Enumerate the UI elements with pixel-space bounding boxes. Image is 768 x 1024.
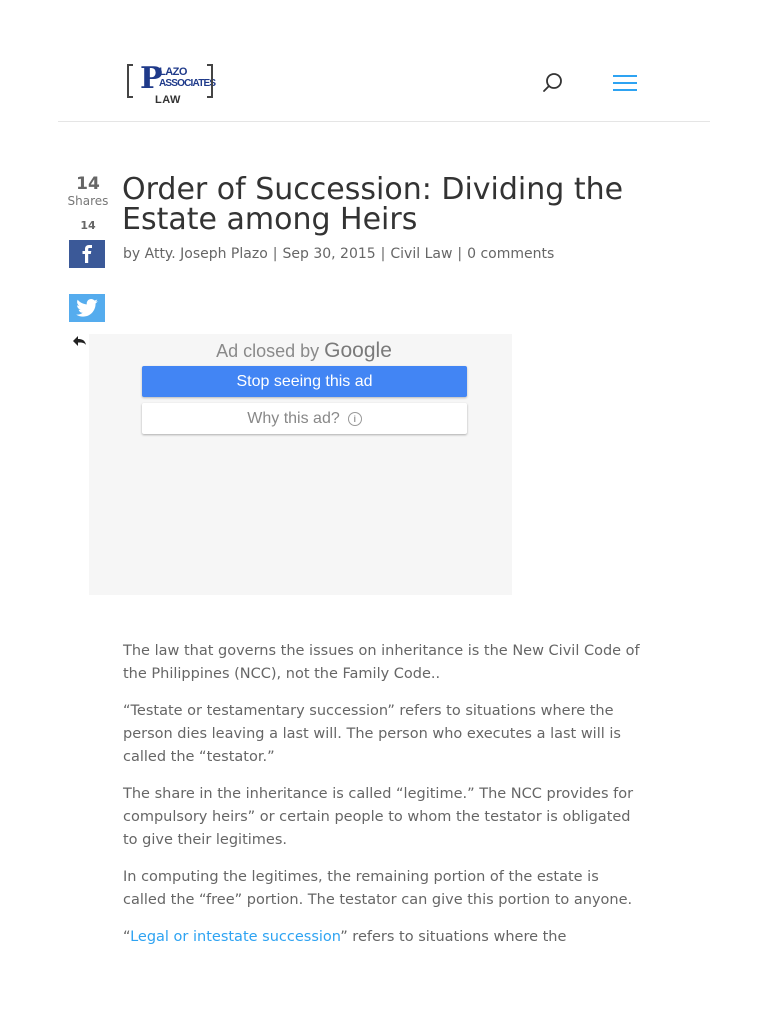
info-icon: i [348, 412, 362, 426]
logo-letter: P [140, 61, 163, 96]
closed-ad-panel [89, 334, 512, 595]
article-date: Sep 30, 2015 [282, 246, 376, 262]
hamburger-menu-icon [613, 82, 637, 84]
article-category-link[interactable]: Civil Law [390, 246, 453, 262]
ad-closed-text: Ad closed by [216, 341, 320, 361]
stop-seeing-ad-button[interactable]: Stop seeing this ad [142, 366, 467, 397]
twitter-icon [76, 299, 98, 317]
search-button[interactable] [540, 70, 566, 96]
hamburger-menu-icon [613, 75, 637, 77]
back-arrow-icon [72, 334, 88, 348]
paragraph-text: ” refers to situations where the [340, 929, 567, 945]
why-this-ad-button[interactable] [142, 403, 467, 434]
site-header [0, 0, 768, 122]
facebook-share-button[interactable] [69, 240, 105, 268]
collapse-share-button[interactable] [72, 333, 88, 347]
google-wordmark: Google [324, 339, 392, 362]
intestate-succession-link[interactable]: Legal or intestate succession [130, 929, 341, 945]
article-paragraph: The law that governs the issues on inheritance is the New Civil Code of the Philippines (NCC), not the Family Code.. [123, 643, 640, 682]
facebook-icon [81, 245, 93, 263]
logo-text-line1: LAZO [159, 66, 187, 78]
ad-closed-notice [89, 339, 519, 363]
share-count: 14 [76, 174, 100, 194]
why-this-ad-label: Why this ad? [247, 409, 340, 427]
share-counter [66, 174, 110, 208]
meta-separator: | [457, 246, 463, 262]
article-paragraph [123, 926, 643, 949]
header-divider [58, 121, 710, 122]
share-count-label: Shares [67, 194, 109, 208]
meta-separator: | [380, 246, 386, 262]
hamburger-menu-button[interactable] [612, 72, 640, 94]
article-paragraph: The share in the inheritance is called “legitime.” The NCC provides for compulsory heirs” or certain people to whom the testator is obligated to give their legitimes. [123, 786, 634, 848]
article-author[interactable]: by Atty. Joseph Plazo [123, 246, 268, 262]
logo-bracket-right [207, 64, 213, 98]
facebook-share-count: 14 [80, 219, 96, 232]
logo-text-line3: LAW [155, 94, 181, 106]
twitter-share-button[interactable] [69, 294, 105, 322]
logo-text-line2: ASSOCIATES [159, 78, 216, 89]
hamburger-menu-icon [613, 89, 637, 91]
logo-bracket-left [127, 64, 133, 98]
article-title: Order of Succession: Dividing the Estate among Heirs [122, 172, 624, 237]
search-icon [540, 70, 566, 96]
article-paragraph: In computing the legitimes, the remaining portion of the estate is called the “free” portion. The testator can give this portion to anyone. [123, 869, 633, 908]
article-paragraph: “Testate or testamentary succession” refers to situations where the person dies leaving a last will. The person who executes a last will is called the “testator.” [123, 703, 621, 765]
site-logo[interactable] [125, 60, 217, 108]
article-meta [123, 246, 554, 262]
quote-open: “ [123, 929, 131, 945]
article-comments-link[interactable]: 0 comments [467, 246, 555, 262]
article-body [123, 640, 643, 963]
meta-separator: | [272, 246, 278, 262]
